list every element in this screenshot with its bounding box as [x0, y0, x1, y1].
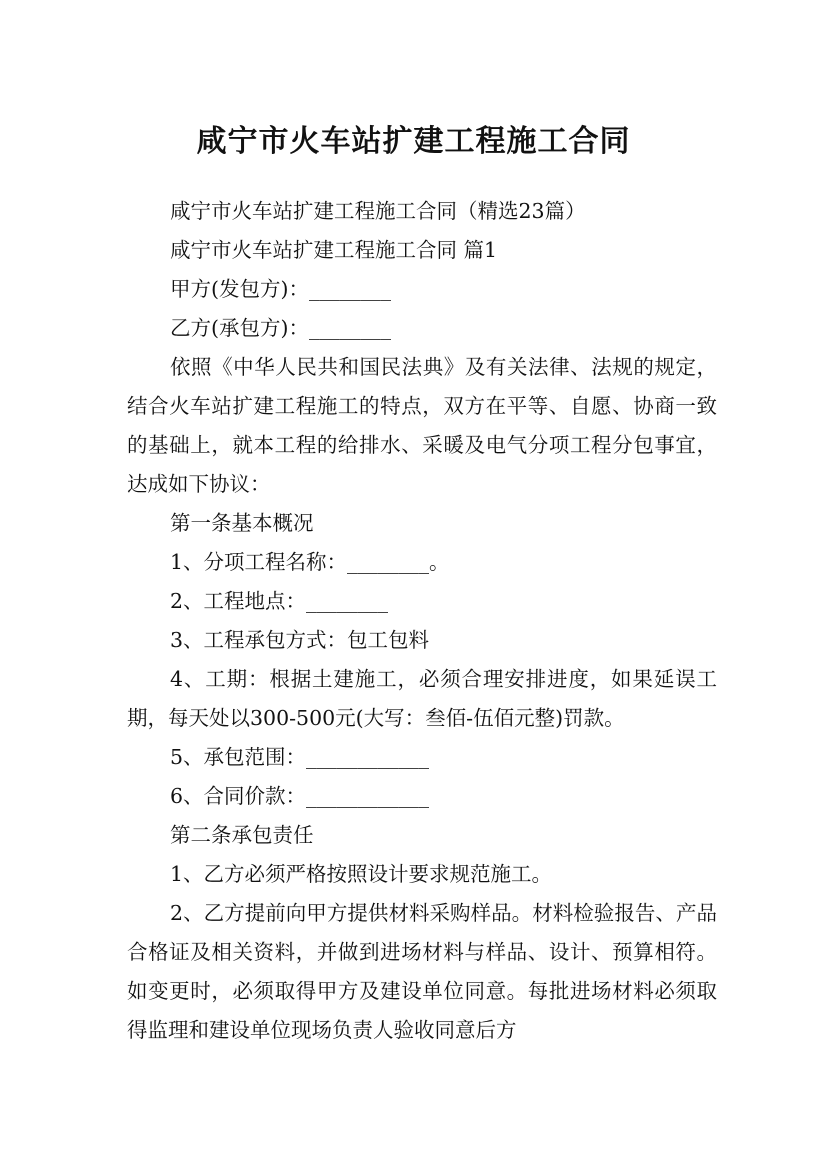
clause-line: 3、工程承包方式：包工包料	[170, 628, 430, 652]
preamble-paragraph: 依照《中华人民共和国民法典》及有关法律、法规的规定，结合火车站扩建工程施工的特点，双方在平等、自愿、协商一致的基础上，就本工程的给排水、采暖及电气分项工程分包事宜，达成如下协议：	[127, 355, 717, 496]
clause-line: 1、分项工程名称：________。	[170, 550, 450, 574]
document-title: 咸宁市火车站扩建工程施工合同	[196, 124, 631, 160]
document-body	[127, 192, 717, 1050]
section-heading: 咸宁市火车站扩建工程施工合同 篇1	[170, 238, 498, 262]
subtitle-paragraph: 咸宁市火车站扩建工程施工合同（精选23篇）	[170, 199, 586, 223]
clause-line: 1、乙方必须严格按照设计要求规范施工。	[170, 862, 553, 886]
party-b-line: 乙方(承包方)：________	[170, 316, 391, 340]
article-heading: 第二条承包责任	[170, 823, 314, 847]
party-a-line: 甲方(发包方)：________	[170, 277, 391, 301]
article-heading: 第一条基本概况	[170, 511, 314, 535]
clause-line: 2、工程地点：________	[170, 589, 389, 613]
clause-paragraph: 4、工期：根据土建施工，必须合理安排进度，如果延误工期，每天处以300-500元(大写：叁佰-伍佰元整)罚款。	[127, 667, 717, 730]
clause-line: 6、合同价款：____________	[170, 784, 430, 808]
clause-line: 5、承包范围：____________	[170, 745, 430, 769]
clause-paragraph: 2、乙方提前向甲方提供材料采购样品。材料检验报告、产品合格证及相关资料，并做到进场材料与样品、设计、预算相符。如变更时，必须取得甲方及建设单位同意。每批进场材料必须取得监理和建设单位现场负责人验收同意后方	[127, 901, 717, 1042]
